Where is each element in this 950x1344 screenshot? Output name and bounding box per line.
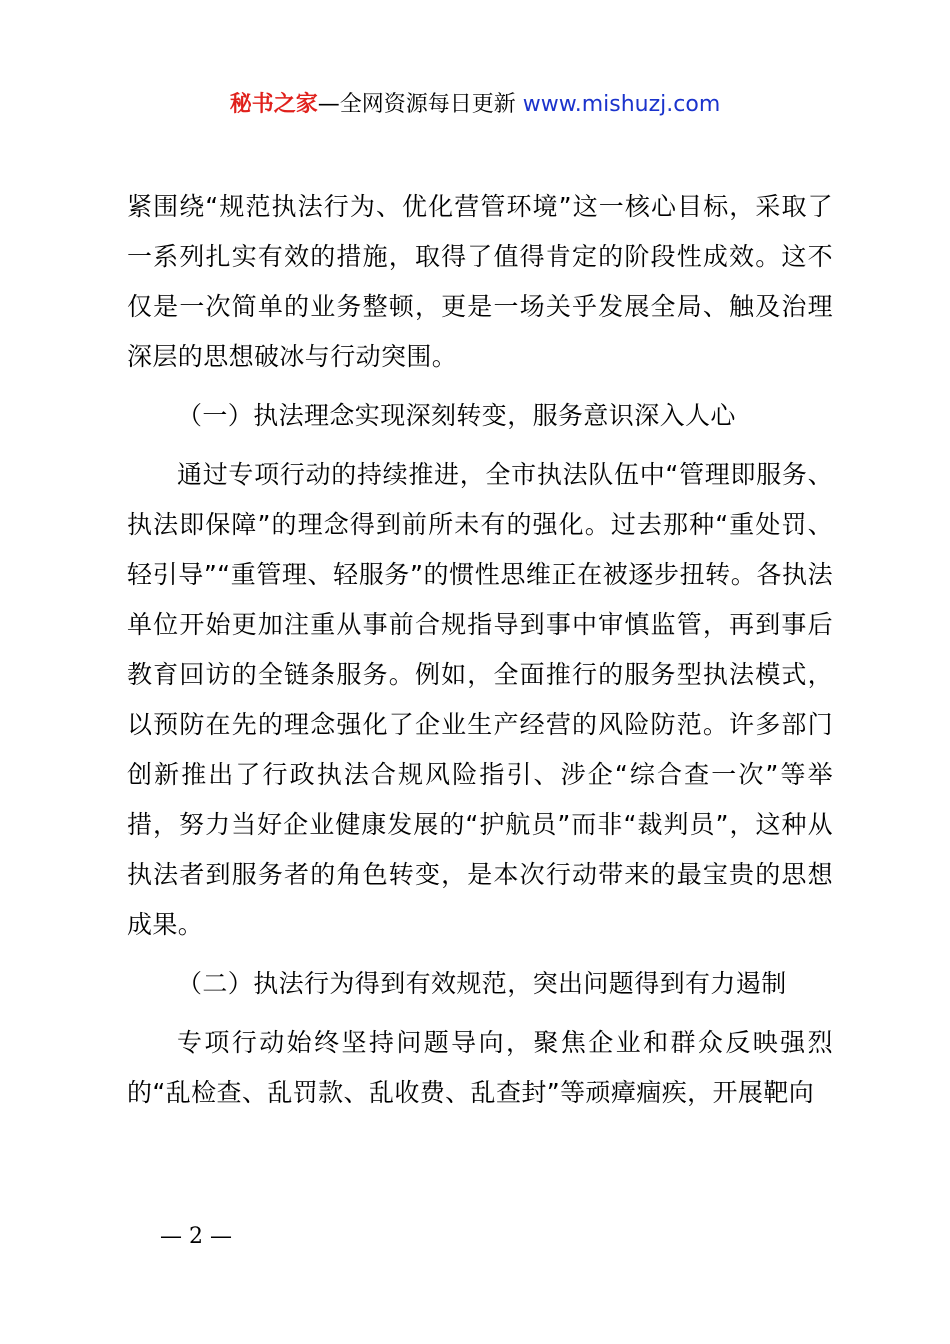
site-url-link[interactable]: www.mishuzj.com: [522, 92, 721, 117]
site-header: [0, 88, 950, 122]
header-separator: —: [317, 92, 340, 117]
brand-name: 秘书之家: [229, 92, 318, 117]
paragraph-continuation: 紧围绕“规范执法行为、优化营管环境”这一核心目标，采取了一系列扎实有效的措施，取得了值得肯定的阶段性成效。这不仅是一次简单的业务整顿，更是一场关乎发展全局、触及治理深层的思想破冰与行动突围。: [127, 192, 833, 371]
section-heading-2: （二）执法行为得到有效规范，突出问题得到有力遏制: [177, 969, 787, 998]
paragraph-section-1: 通过专项行动的持续推进，全市执法队伍中“管理即服务、执法即保障”的理念得到前所未有的强化。过去那种“重处罚、轻引导”“重管理、轻服务”的惯性思维正在被逐步扭转。各执法单位开始更加注重从事前合规指导到事中审慎监管，再到事后教育回访的全链条服务。例如，全面推行的服务型执法模式，以预防在先的理念强化了企业生产经营的风险防范。许多部门创新推出了行政执法合规风险指引、涉企“综合查一次”等举措，努力当好企业健康发展的“护航员”而非“裁判员”，这种从执法者到服务者的角色转变，是本次行动带来的最宝贵的思想成果。: [127, 460, 833, 939]
page-number: — 2 —: [160, 1224, 232, 1249]
paragraph-section-2: 专项行动始终坚持问题导向，聚焦企业和群众反映强烈的“乱检查、乱罚款、乱收费、乱查封”等顽瘴痼疾，开展靶向: [127, 1028, 833, 1107]
header-tagline: 全网资源每日更新: [339, 92, 516, 117]
section-heading-1: （一）执法理念实现深刻转变，服务意识深入人心: [177, 401, 736, 430]
document-body: [127, 182, 833, 1127]
